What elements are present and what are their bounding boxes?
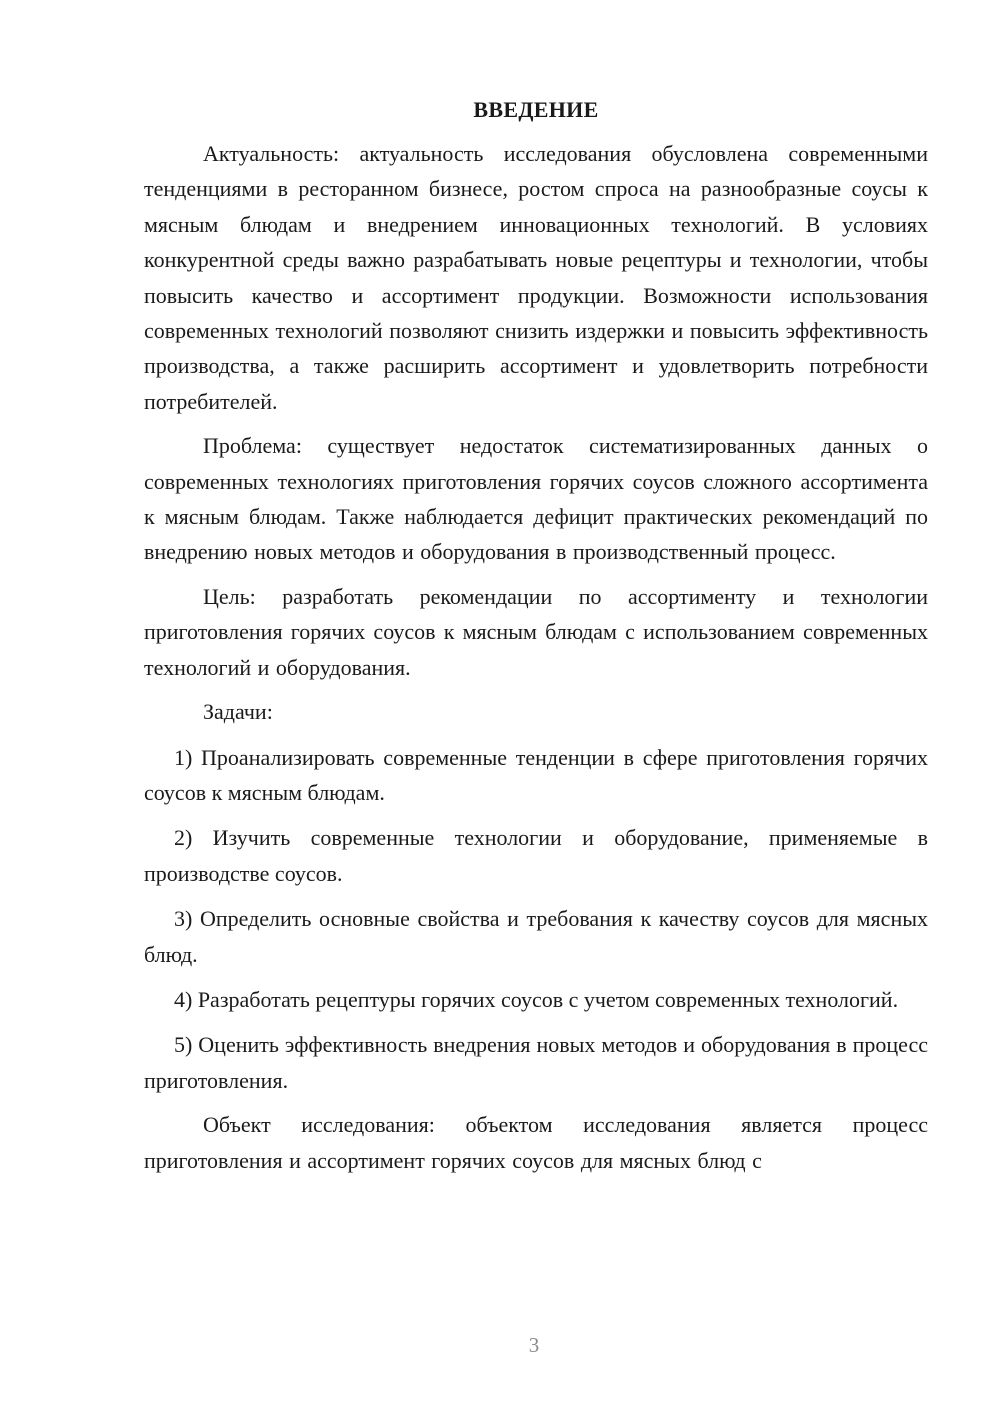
relevance-paragraph: Актуальность: актуальность исследования обусловлена современными тенденциями в ресторанном бизнесе, ростом спроса на разнообразные соусы к мясным блюдам и внедрением инновационных технологий. В условиях конкурентной среды важно разрабатывать новые рецептуры и технологии, чтобы повысить качество и ассортимент продукции. Возможности использования современных технологий позволяют снизить издержки и повысить эффективность производства, а также расширить ассортимент и удовлетворить потребности потребителей. xyxy=(144,141,928,414)
section-heading: ВВЕДЕНИЕ xyxy=(473,97,599,122)
task-item: 5) Оценить эффективность внедрения новых методов и оборудования в процесс приготовления. xyxy=(144,1032,928,1093)
task-item: 2) Изучить современные технологии и оборудование, применяемые в производстве соусов. xyxy=(144,825,928,886)
page-number: 3 xyxy=(528,1333,540,1357)
task-item: 3) Определить основные свойства и требования к качеству соусов для мясных блюд. xyxy=(144,906,928,967)
goal-paragraph: Цель: разработать рекомендации по ассортименту и технологии приготовления горячих соусов к мясным блюдам с использованием современных технологий и оборудования. xyxy=(144,583,928,680)
tasks-label: Задачи: xyxy=(203,699,273,725)
page-content xyxy=(144,92,928,1178)
task-item: 1) Проанализировать современные тенденции в сфере приготовления горячих соусов к мясным блюдам. xyxy=(144,744,928,805)
task-item: 4) Разработать рецептуры горячих соусов с учетом современных технологий. xyxy=(174,986,899,1012)
object-paragraph: Объект исследования: объектом исследования является процесс приготовления и ассортимент горячих соусов для мясных блюд с xyxy=(144,1112,928,1173)
problem-paragraph: Проблема: существует недостаток систематизированных данных о современных технологиях приготовления горячих соусов сложного ассортимента к мясным блюдам. Также наблюдается дефицит практических рекомендаций по внедрению новых методов и оборудования в производственный процесс. xyxy=(144,433,928,565)
